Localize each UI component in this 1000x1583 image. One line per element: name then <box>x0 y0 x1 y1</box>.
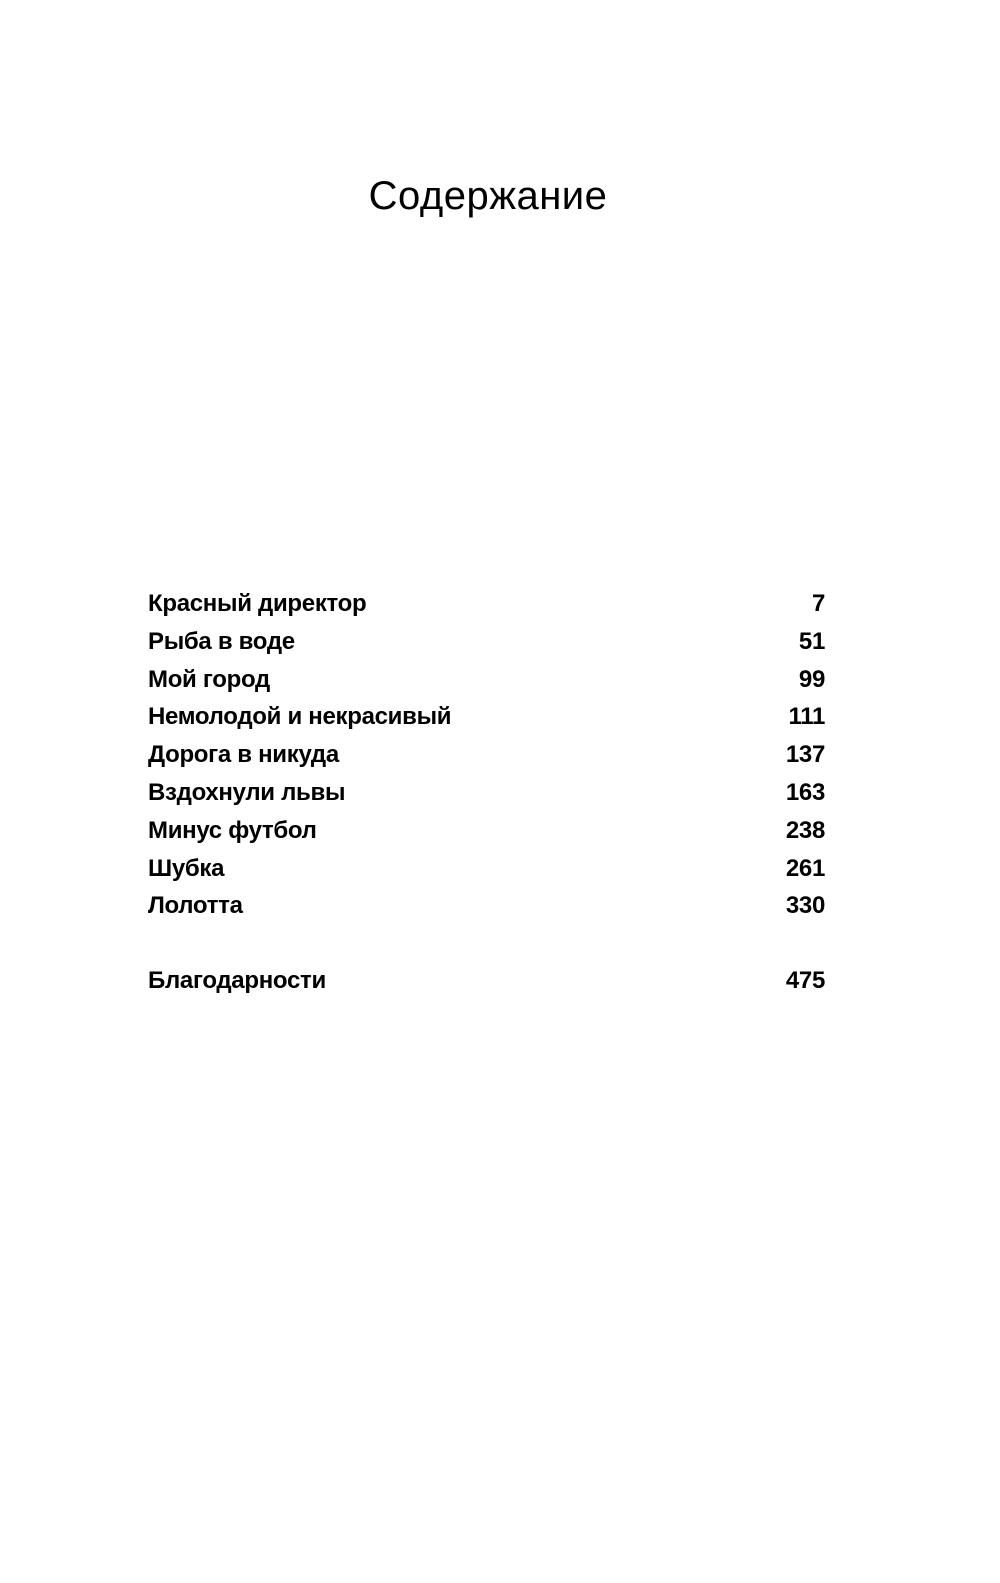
toc-entry-page: 238 <box>785 816 825 844</box>
toc-entry-page: 330 <box>785 892 825 920</box>
toc-entry[interactable] <box>148 623 825 661</box>
toc-entry-title: Лолотта <box>148 892 243 920</box>
toc-entry-page: 51 <box>798 627 825 655</box>
toc-entry-title: Мой город <box>148 665 270 693</box>
toc-entry-page: 7 <box>811 590 825 617</box>
toc-entry-page: 475 <box>785 967 825 994</box>
toc-back-matter <box>148 962 825 1000</box>
toc-entry-title: Рыба в воде <box>148 627 295 655</box>
toc-entry-title: Вздохнули львы <box>148 778 346 806</box>
toc-entry-title: Красный директор <box>148 590 367 617</box>
toc-entry-title: Немолодой и некрасивый <box>148 703 452 731</box>
toc-entry[interactable] <box>148 812 825 850</box>
toc-entry-page: 163 <box>785 778 825 806</box>
toc-entry[interactable] <box>148 850 825 888</box>
toc-entry[interactable] <box>148 698 825 736</box>
toc-entry[interactable] <box>148 774 825 812</box>
toc-entry[interactable] <box>148 736 825 774</box>
toc-entry[interactable] <box>148 661 825 699</box>
toc-entry-title: Шубка <box>148 854 225 882</box>
toc-entry[interactable] <box>148 887 825 925</box>
toc-entry-title: Благодарности <box>148 967 326 994</box>
toc-entry-page: 99 <box>798 665 825 693</box>
toc-entry-title: Дорога в никуда <box>148 741 339 769</box>
toc-entry-page: 111 <box>788 703 825 731</box>
toc-entry-title: Минус футбол <box>148 816 317 844</box>
table-of-contents <box>148 585 825 925</box>
toc-entry-page: 261 <box>785 854 825 882</box>
toc-entry-acknowledgements[interactable] <box>148 962 825 1000</box>
toc-entry-page: 137 <box>785 741 825 769</box>
toc-entry[interactable] <box>148 585 825 623</box>
page-title: Содержание <box>368 174 608 218</box>
